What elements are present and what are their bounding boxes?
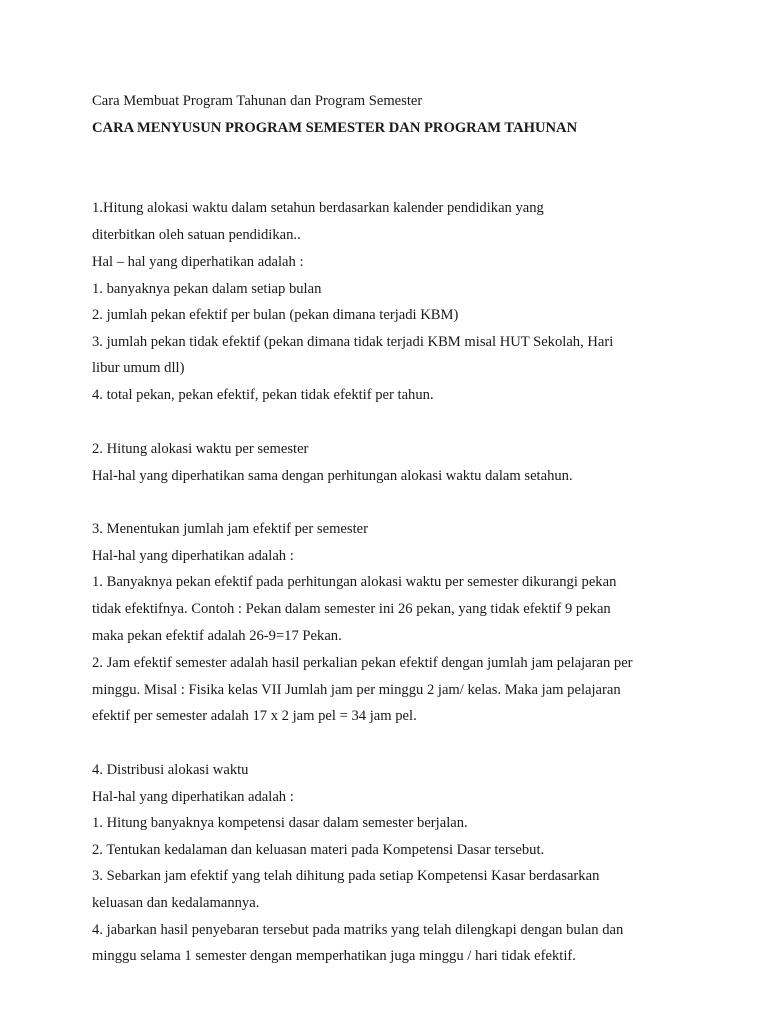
section4-item4-line2: minggu selama 1 semester dengan memperhatikan juga minggu / hari tidak efektif.	[92, 948, 576, 964]
section3-heading: 3. Menentukan jumlah jam efektif per semester	[92, 521, 368, 537]
section3-item2-line1: 2. Jam efektif semester adalah hasil perkalian pekan efektif dengan jumlah jam pelajaran per	[92, 655, 633, 671]
section1-item2: 2. jumlah pekan efektif per bulan (pekan dimana terjadi KBM)	[92, 307, 459, 323]
section4-item4-line1: 4. jabarkan hasil penyebaran tersebut pada matriks yang telah dilengkapi dengan bulan dan	[92, 922, 624, 938]
section1-intro-line2: diterbitkan oleh satuan pendidikan..	[92, 227, 301, 243]
section2-text: Hal-hal yang diperhatikan sama dengan perhitungan alokasi waktu dalam setahun.	[92, 468, 573, 484]
section4-note: Hal-hal yang diperhatikan adalah :	[92, 789, 294, 805]
document-title: Cara Membuat Program Tahunan dan Program Semester	[92, 93, 423, 109]
section1-note: Hal – hal yang diperhatikan adalah :	[92, 254, 304, 270]
section1-item1: 1. banyaknya pekan dalam setiap bulan	[92, 281, 322, 297]
section2-heading: 2. Hitung alokasi waktu per semester	[92, 441, 309, 457]
section4-item3-line1: 3. Sebarkan jam efektif yang telah dihitung pada setiap Kompetensi Kasar berdasarkan	[92, 868, 600, 884]
section1-item3-line2: libur umum dll)	[92, 360, 185, 376]
section4-item2: 2. Tentukan kedalaman dan keluasan materi pada Kompetensi Dasar tersebut.	[92, 842, 545, 858]
section3-item1-line2: tidak efektifnya. Contoh : Pekan dalam semester ini 26 pekan, yang tidak efektif 9 pekan	[92, 601, 611, 617]
section3-item2-line2: minggu. Misal : Fisika kelas VII Jumlah jam per minggu 2 jam/ kelas. Maka jam pelajaran	[92, 682, 621, 698]
section3-item1-line3: maka pekan efektif adalah 26-9=17 Pekan.	[92, 628, 342, 644]
section3-item2-line3: efektif per semester adalah 17 x 2 jam pel = 34 jam pel.	[92, 708, 417, 724]
document-heading: CARA MENYUSUN PROGRAM SEMESTER DAN PROGRAM TAHUNAN	[92, 120, 578, 136]
section1-item4: 4. total pekan, pekan efektif, pekan tidak efektif per tahun.	[92, 387, 434, 403]
section3-note: Hal-hal yang diperhatikan adalah :	[92, 548, 294, 564]
section3-item1-line1: 1. Banyaknya pekan efektif pada perhitungan alokasi waktu per semester dikurangi pekan	[92, 574, 617, 590]
section4-item3-line2: keluasan dan kedalamannya.	[92, 895, 260, 911]
section4-item1: 1. Hitung banyaknya kompetensi dasar dalam semester berjalan.	[92, 815, 468, 831]
section4-heading: 4. Distribusi alokasi waktu	[92, 762, 249, 778]
section1-intro-line1: 1.Hitung alokasi waktu dalam setahun berdasarkan kalender pendidikan yang	[92, 200, 544, 216]
section1-item3-line1: 3. jumlah pekan tidak efektif (pekan dimana tidak terjadi KBM misal HUT Sekolah, Hari	[92, 334, 614, 350]
